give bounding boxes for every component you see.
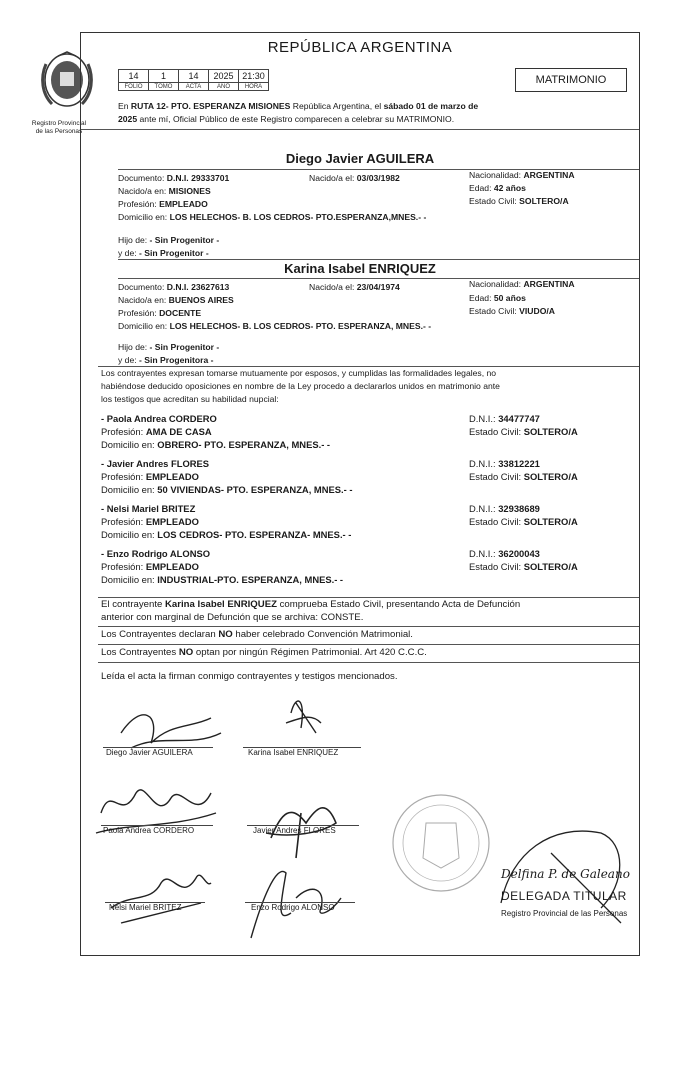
label: y de: bbox=[118, 355, 137, 365]
label: Profesión: bbox=[118, 199, 157, 209]
page-title: REPÚBLICA ARGENTINA bbox=[267, 39, 453, 56]
divider bbox=[98, 366, 639, 367]
value: 50 años bbox=[493, 293, 526, 303]
value: ARGENTINA bbox=[523, 170, 575, 180]
anio-label: AÑO bbox=[209, 83, 239, 91]
label: y de: bbox=[118, 248, 137, 258]
c2-nacido-el bbox=[309, 282, 400, 293]
label: Nacido/a el: bbox=[309, 282, 355, 292]
label: Domicilio en: bbox=[101, 484, 155, 495]
contrayente2-name: Karina Isabel ENRIQUEZ bbox=[284, 261, 436, 276]
label: D.N.I.: bbox=[469, 458, 496, 469]
oficial-registro: Registro Provincial de las Personas bbox=[501, 909, 628, 918]
testigo-row bbox=[469, 426, 578, 437]
value: DOCENTE bbox=[159, 308, 202, 318]
value: 23/04/1974 bbox=[356, 282, 400, 292]
label: Estado Civil: bbox=[469, 306, 517, 316]
c1-profesion bbox=[118, 199, 208, 210]
label: Nacido/a en: bbox=[118, 186, 167, 196]
testigo-domicilio: OBRERO- PTO. ESPERANZA, MNES.- - bbox=[157, 439, 331, 450]
text: El contrayente bbox=[101, 599, 165, 610]
value: - Sin Progenitor - bbox=[149, 235, 220, 245]
c1-domicilio bbox=[118, 212, 426, 223]
value: MISIONES bbox=[168, 186, 211, 196]
firma-testigo1: Paola Andrea CORDERO bbox=[103, 826, 195, 835]
signature-5 bbox=[111, 875, 211, 923]
label: Estado Civil: bbox=[469, 196, 517, 206]
contrayente1-name: Diego Javier AGUILERA bbox=[285, 151, 435, 166]
testigo-nombre: - Paola Andrea CORDERO bbox=[101, 413, 217, 424]
testigo-row bbox=[101, 426, 212, 437]
testigo-row bbox=[101, 503, 195, 514]
testigo-nombre: - Nelsi Mariel BRITEZ bbox=[101, 503, 196, 514]
intro-text: República Argentina, el bbox=[290, 101, 384, 111]
label: Estado Civil: bbox=[469, 561, 522, 572]
hora-label: HORA bbox=[239, 83, 269, 91]
label: Profesión: bbox=[101, 516, 144, 527]
value: SOLTERO/A bbox=[519, 196, 569, 206]
testigo-row bbox=[101, 458, 209, 469]
intro-year: 2025 bbox=[118, 114, 138, 124]
c2-edad bbox=[469, 293, 526, 304]
signature-1 bbox=[121, 715, 221, 748]
testigo-row bbox=[101, 529, 351, 540]
c1-nacido-en bbox=[118, 186, 211, 197]
lectura: Leída el acta la firman conmigo contrayentes y testigos mencionados. bbox=[101, 671, 398, 682]
nota-defuncion-l2: anterior con marginal de Defunción que se archiva: CONSTE. bbox=[101, 612, 364, 623]
label: Hijo de: bbox=[118, 342, 148, 352]
label: Documento: bbox=[118, 173, 165, 183]
intro-date: sábado 01 de marzo de bbox=[383, 101, 479, 111]
oficial-nombre: Delfina P. de Galeano bbox=[501, 867, 630, 881]
text-bold: NO bbox=[178, 647, 194, 658]
label: Profesión: bbox=[101, 426, 144, 437]
c2-y-de bbox=[118, 355, 214, 366]
value: BUENOS AIRES bbox=[168, 295, 234, 305]
label: Domicilio en: bbox=[101, 439, 155, 450]
testigo-nombre: - Enzo Rodrigo ALONSO bbox=[101, 548, 211, 559]
firma-contrayente1: Diego Javier AGUILERA bbox=[106, 748, 193, 757]
label: Edad: bbox=[469, 293, 492, 303]
anio-value: 2025 bbox=[209, 70, 239, 83]
value: 03/03/1982 bbox=[356, 173, 400, 183]
c2-domicilio bbox=[118, 321, 431, 332]
acta-metadata-table bbox=[118, 69, 269, 91]
label: Nacionalidad: bbox=[469, 170, 522, 180]
testigo-row bbox=[101, 548, 210, 559]
c1-hijo-de bbox=[118, 235, 219, 246]
c2-nacido-en bbox=[118, 295, 234, 306]
testigo-row bbox=[101, 484, 352, 495]
tomo-value: 1 bbox=[149, 70, 179, 83]
text-bold: Karina Isabel ENRIQUEZ bbox=[165, 599, 277, 610]
label: Edad: bbox=[469, 183, 492, 193]
c1-estado-civil bbox=[469, 196, 569, 207]
label: Nacido/a en: bbox=[118, 295, 167, 305]
value: LOS HELECHOS- B. LOS CEDROS- PTO.ESPERANZA,MNES.- - bbox=[169, 212, 427, 222]
testigo-dni: 34477747 bbox=[498, 413, 540, 424]
hora-value: 21:30 bbox=[239, 70, 269, 83]
divider bbox=[98, 662, 639, 663]
testigo-row bbox=[101, 516, 199, 527]
label: Profesión: bbox=[101, 561, 144, 572]
signature-2 bbox=[286, 701, 321, 733]
testigo-row bbox=[101, 413, 217, 424]
nota-regimen bbox=[101, 647, 427, 658]
label: Hijo de: bbox=[118, 235, 148, 245]
label: D.N.I.: bbox=[469, 548, 496, 559]
divider bbox=[98, 644, 639, 645]
c1-edad bbox=[469, 183, 526, 194]
tomo-label: TOMO bbox=[149, 83, 179, 91]
label: Estado Civil: bbox=[469, 426, 522, 437]
official-seal bbox=[393, 795, 489, 891]
testigo-profesion: EMPLEADO bbox=[145, 516, 199, 527]
folio-label: FOLIO bbox=[119, 83, 149, 91]
c2-profesion bbox=[118, 308, 201, 319]
label: Documento: bbox=[118, 282, 165, 292]
testigo-row bbox=[101, 471, 199, 482]
nota-convencion bbox=[101, 629, 413, 640]
acta-type-box: MATRIMONIO bbox=[515, 68, 627, 92]
firma-testigo3: Nelsi Mariel BRITEZ bbox=[109, 903, 182, 912]
testigo-row bbox=[469, 471, 578, 482]
intro-text: En bbox=[118, 101, 131, 111]
issuer-line2: de las Personas bbox=[35, 128, 83, 135]
testigo-domicilio: LOS CEDROS- PTO. ESPERANZA- MNES.- - bbox=[157, 529, 352, 540]
testigo-domicilio: 50 VIVIENDAS- PTO. ESPERANZA, MNES.- - bbox=[157, 484, 353, 495]
value: - Sin Progenitor - bbox=[139, 248, 209, 258]
testigo-estado-civil: SOLTERO/A bbox=[523, 471, 578, 482]
declaracion-l1: Los contrayentes expresan tomarse mutuamente por esposos, y cumplidas las formalidades legales, no bbox=[101, 368, 497, 378]
testigo-profesion: EMPLEADO bbox=[145, 471, 199, 482]
label: D.N.I.: bbox=[469, 503, 496, 514]
label: Nacido/a el: bbox=[309, 173, 355, 183]
testigo-dni: 36200043 bbox=[498, 548, 540, 559]
acta-label: ACTA bbox=[179, 83, 209, 91]
value: D.N.I. 29333701 bbox=[166, 173, 230, 183]
testigo-profesion: AMA DE CASA bbox=[145, 426, 212, 437]
declaracion-l2: habiéndose deducido oposiciones en nombre de la Ley procedo a declararlos unidos en matrimonio ante bbox=[101, 381, 500, 391]
acta-value: 14 bbox=[179, 70, 209, 83]
folio-value: 14 bbox=[119, 70, 149, 83]
testigo-row bbox=[469, 548, 540, 559]
label: Estado Civil: bbox=[469, 471, 522, 482]
intro-line1 bbox=[118, 101, 478, 112]
label: Profesión: bbox=[101, 471, 144, 482]
declaracion-l3: los testigos que acreditan su habilidad nupcial: bbox=[101, 394, 279, 404]
divider bbox=[118, 259, 639, 260]
c2-nacionalidad bbox=[469, 279, 575, 290]
testigo-estado-civil: SOLTERO/A bbox=[523, 426, 578, 437]
value: EMPLEADO bbox=[159, 199, 208, 209]
text-bold: NO bbox=[218, 629, 233, 640]
intro-line2 bbox=[118, 114, 454, 125]
label: D.N.I.: bbox=[469, 413, 496, 424]
testigo-row bbox=[101, 561, 199, 572]
testigo-domicilio: INDUSTRIAL-PTO. ESPERANZA, MNES.- - bbox=[157, 574, 344, 585]
c1-nacionalidad bbox=[469, 170, 575, 181]
text: comprueba Estado Civil, presentando Acta de Defunción bbox=[276, 599, 521, 610]
label: Nacionalidad: bbox=[469, 279, 522, 289]
text: Los Contrayentes bbox=[101, 647, 179, 658]
testigo-row bbox=[469, 458, 540, 469]
testigo-estado-civil: SOLTERO/A bbox=[523, 561, 578, 572]
testigo-row bbox=[101, 439, 330, 450]
testigo-dni: 33812221 bbox=[498, 458, 540, 469]
value: D.N.I. 23627613 bbox=[166, 282, 230, 292]
label: Domicilio en: bbox=[101, 574, 155, 585]
testigo-row bbox=[101, 574, 343, 585]
intro-text: ante mí, Oficial Público de este Registro comparecen a celebrar su MATRIMONIO. bbox=[137, 114, 455, 124]
firma-contrayente2: Karina Isabel ENRIQUEZ bbox=[248, 748, 339, 757]
text: optan por ningún Régimen Patrimonial. Art 420 C.C.C. bbox=[193, 647, 427, 658]
value: - Sin Progenitor - bbox=[149, 342, 220, 352]
testigo-row bbox=[469, 503, 540, 514]
oficial-cargo: DELEGADA TITULAR bbox=[501, 889, 627, 903]
nota-defuncion-l1 bbox=[101, 599, 520, 610]
divider bbox=[81, 129, 639, 130]
value: VIUDO/A bbox=[519, 306, 555, 316]
text: Los Contrayentes declaran bbox=[101, 629, 219, 640]
label: Estado Civil: bbox=[469, 516, 522, 527]
value: ARGENTINA bbox=[523, 279, 575, 289]
c1-nacido-el bbox=[309, 173, 400, 184]
divider bbox=[98, 597, 639, 598]
value: 42 años bbox=[493, 183, 526, 193]
testigo-row bbox=[469, 516, 578, 527]
testigo-row bbox=[469, 561, 578, 572]
c2-hijo-de bbox=[118, 342, 219, 353]
issuer-line1: Registro Provincial bbox=[31, 120, 87, 127]
firma-testigo4: Enzo Rodrigo ALONSO bbox=[251, 903, 335, 912]
value: LOS HELECHOS- B. LOS CEDROS- PTO. ESPERANZA, MNES.- - bbox=[169, 321, 432, 331]
value: - Sin Progenitora - bbox=[139, 355, 214, 365]
label: Domicilio en: bbox=[118, 212, 168, 222]
intro-place: RUTA 12- PTO. ESPERANZA MISIONES bbox=[130, 101, 291, 111]
label: Domicilio en: bbox=[118, 321, 168, 331]
c1-documento bbox=[118, 173, 229, 184]
divider bbox=[98, 626, 639, 627]
text: haber celebrado Convención Matrimonial. bbox=[232, 629, 413, 640]
testigo-estado-civil: SOLTERO/A bbox=[523, 516, 578, 527]
acta-document bbox=[80, 32, 640, 956]
c2-documento bbox=[118, 282, 229, 293]
testigo-dni: 32938689 bbox=[498, 503, 540, 514]
c1-y-de bbox=[118, 248, 209, 259]
testigo-profesion: EMPLEADO bbox=[145, 561, 199, 572]
firma-testigo2: Javier Andres FLORES bbox=[253, 826, 336, 835]
label: Domicilio en: bbox=[101, 529, 155, 540]
label: Profesión: bbox=[118, 308, 157, 318]
testigo-row bbox=[469, 413, 540, 424]
c2-estado-civil bbox=[469, 306, 555, 317]
testigo-nombre: - Javier Andres FLORES bbox=[101, 458, 210, 469]
